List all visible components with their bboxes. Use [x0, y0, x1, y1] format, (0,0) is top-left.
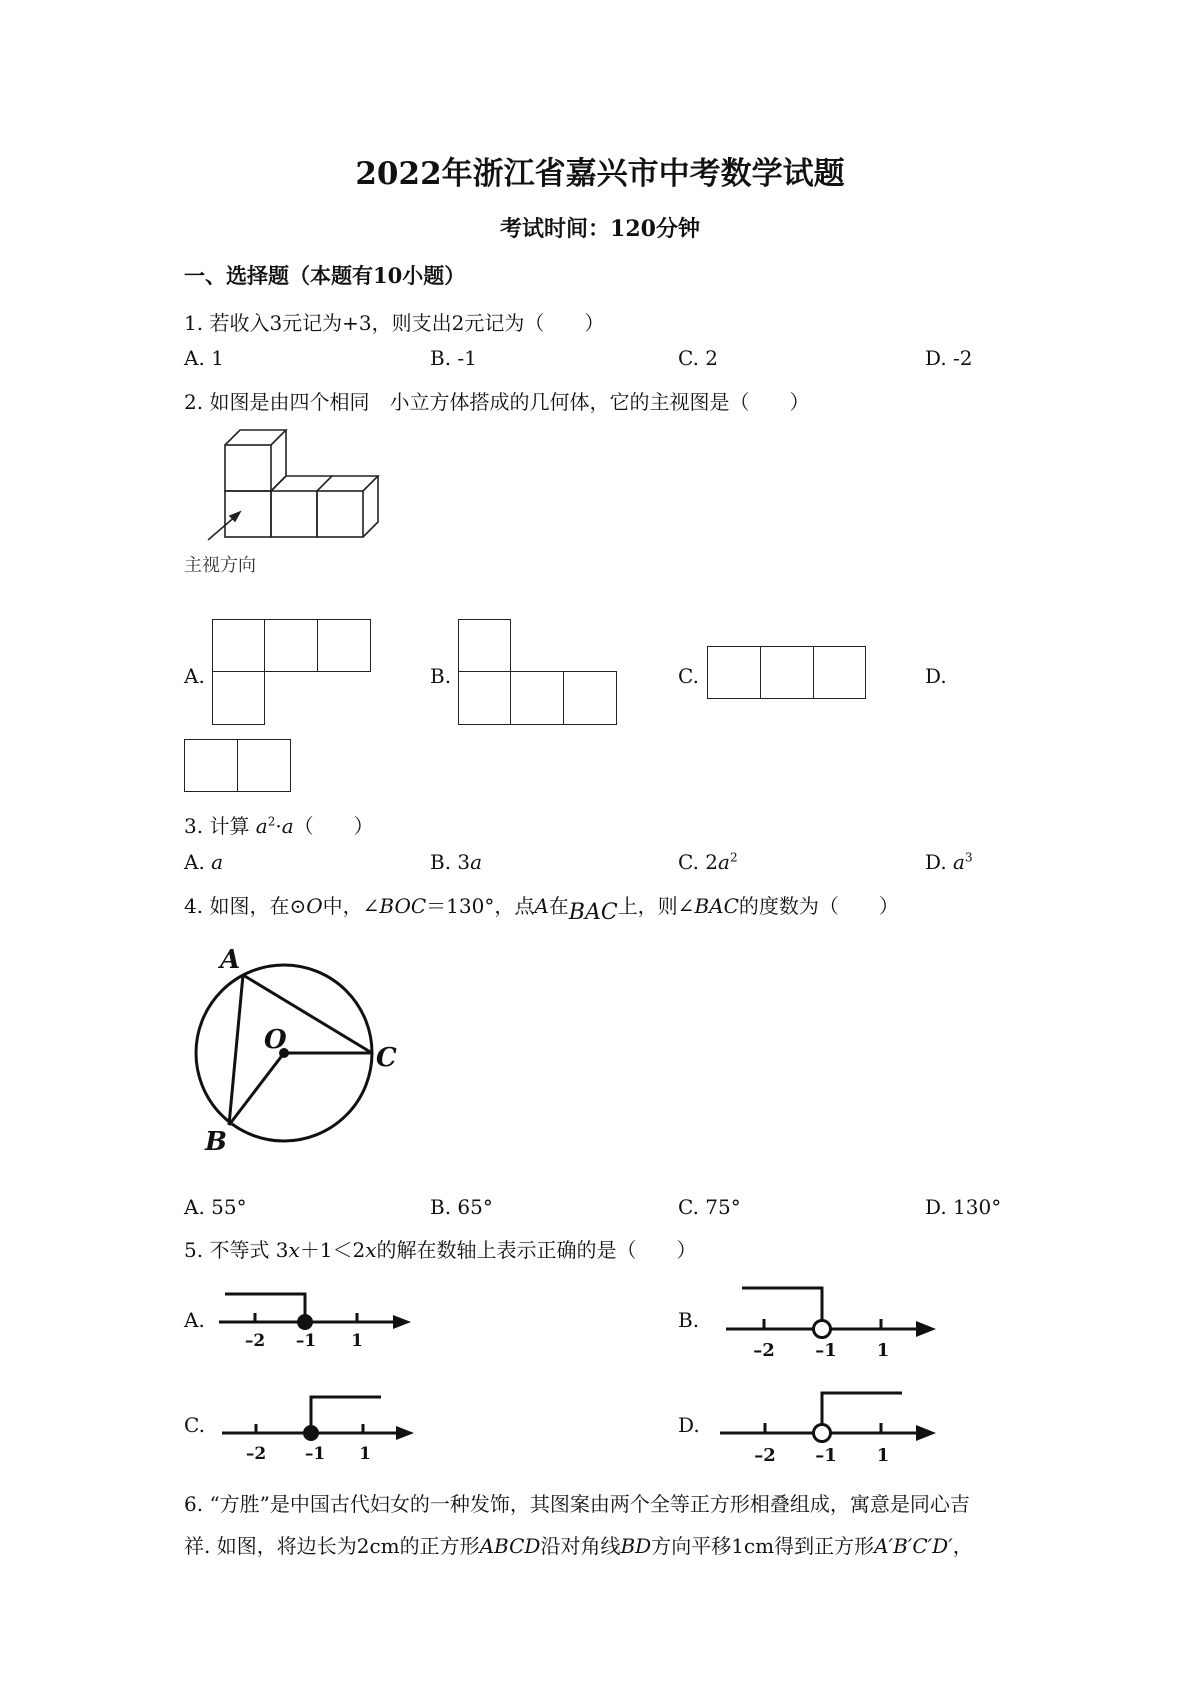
- exam-duration: 考试时间：120分钟: [500, 216, 700, 242]
- svg-text:–1: –1: [815, 1445, 837, 1466]
- q5-option-a-label: A.: [184, 1308, 205, 1332]
- circle-label-b: B: [205, 1127, 227, 1157]
- q5-option-d-label: D.: [678, 1413, 700, 1437]
- circle-label-c: C: [376, 1043, 397, 1073]
- svg-text:1: 1: [351, 1331, 363, 1351]
- number-line-c: [218, 1385, 418, 1465]
- question-2-stem: 2. 如图是由四个相同 小立方体搭成的几何体，它的主视图是（ ）: [184, 390, 810, 414]
- section-heading: 一、选择题（本题有10小题）: [184, 263, 466, 288]
- q3-option-b: B. 3a: [430, 850, 483, 874]
- q1-option-b: B. -1: [430, 346, 477, 370]
- question-1-stem: 1. 若收入3元记为+3，则支出2元记为（ ）: [184, 311, 605, 335]
- q4-option-b: B. 65°: [430, 1195, 493, 1219]
- q2-option-c-label: C.: [678, 664, 699, 688]
- svg-text:–1: –1: [295, 1331, 317, 1351]
- number-line-b: [722, 1280, 942, 1360]
- q1-option-c: C. 2: [678, 346, 719, 370]
- svg-text:–2: –2: [754, 1445, 776, 1466]
- svg-text:–2: –2: [753, 1340, 775, 1361]
- cube-stack-figure: [180, 420, 400, 570]
- q4-option-a: A. 55°: [184, 1195, 247, 1219]
- circle-label-a: A: [220, 945, 241, 975]
- question-3-stem: 3. 计算 $a^2\cdot a$（ ）: [184, 814, 374, 838]
- view-direction-caption: 主视方向: [184, 555, 256, 576]
- number-line-a: [215, 1280, 415, 1350]
- q4-option-d: D. 130°: [925, 1195, 1002, 1219]
- exam-title: 2022年浙江省嘉兴市中考数学试题: [355, 156, 845, 192]
- number-line-d: [716, 1385, 942, 1465]
- question-6-line-1: 6. “方胜”是中国古代妇女的一种发饰，其图案由两个全等正方形相叠组成，寓意是同心吉: [184, 1492, 970, 1516]
- svg-text:–1: –1: [815, 1340, 837, 1361]
- q2-option-b-label: B.: [430, 664, 452, 688]
- q1-option-a: A. 1: [184, 346, 224, 370]
- svg-text:1: 1: [876, 1445, 890, 1466]
- q5-option-c-label: C.: [184, 1413, 205, 1437]
- question-5-stem: 5. 不等式 3x＋1＜2x的解在数轴上表示正确的是（ ）: [184, 1238, 697, 1262]
- q4-option-c: C. 75°: [678, 1195, 741, 1219]
- svg-text:–2: –2: [245, 1444, 267, 1464]
- question-4-stem: 4. 如图，在⊙O中，∠BOC＝130°，点A在BAC上，则∠BAC的度数为（ ）: [184, 894, 899, 925]
- q3-option-a: A. a: [184, 850, 224, 874]
- question-6-line-2: 祥. 如图，将边长为2cm的正方形ABCD沿对角线BD方向平移1cm得到正方形A′B′C′D′，: [184, 1534, 973, 1558]
- q5-option-b-label: B.: [678, 1308, 700, 1332]
- circle-label-o: O: [264, 1025, 287, 1055]
- svg-text:–2: –2: [244, 1331, 266, 1351]
- svg-text:–1: –1: [304, 1444, 326, 1464]
- q3-option-d: D. $a^3$: [925, 850, 973, 874]
- q3-option-c: C. $2a^2$: [678, 850, 738, 874]
- svg-text:1: 1: [876, 1340, 890, 1361]
- circle-figure: [180, 945, 420, 1155]
- svg-text:1: 1: [359, 1444, 371, 1464]
- q2-option-d-label: D.: [925, 664, 947, 688]
- q1-option-d: D. -2: [925, 346, 973, 370]
- q2-option-a-label: A.: [184, 664, 205, 688]
